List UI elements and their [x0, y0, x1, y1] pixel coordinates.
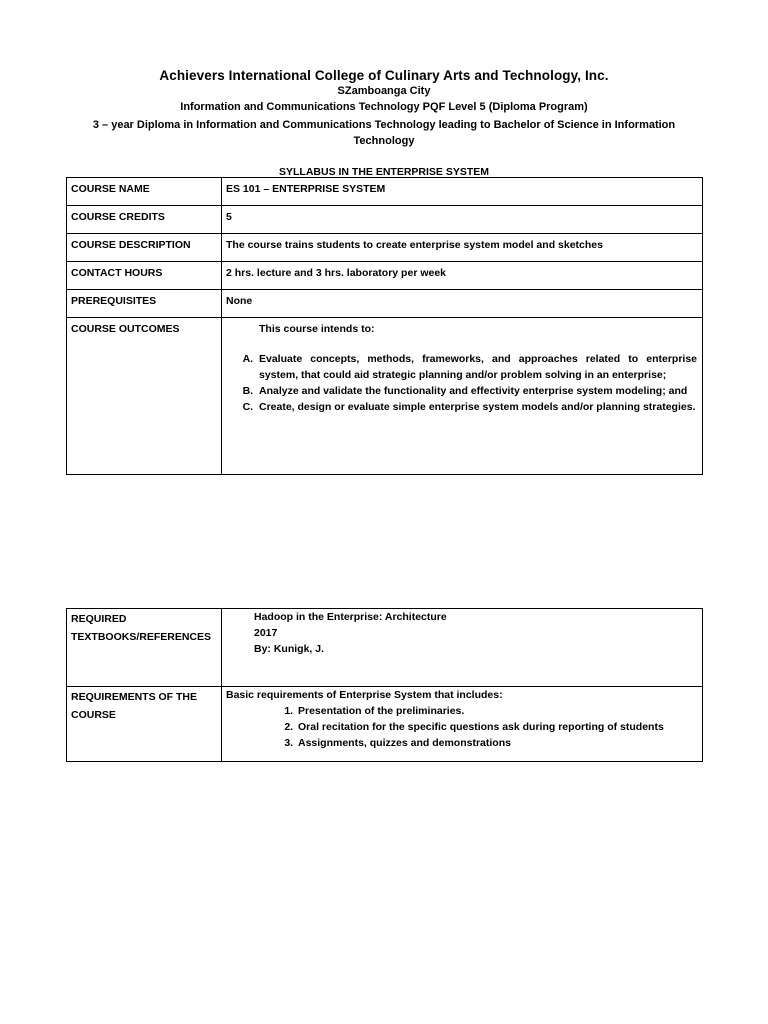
course-outcomes-label: COURSE OUTCOMES: [67, 318, 222, 475]
course-name-label: COURSE NAME: [67, 178, 222, 206]
table-row: [67, 234, 703, 262]
book-title: Hadoop in the Enterprise: Architecture: [254, 611, 447, 623]
program-line: Information and Communications Technology PQF Level 5 (Diploma Program): [180, 101, 588, 113]
requirements-intro: Basic requirements of Enterprise System that includes:: [226, 689, 503, 701]
references-label-line2: TEXTBOOKS/REFERENCES: [71, 631, 212, 643]
course-description-value: The course trains students to create enterprise system model and sketches: [222, 234, 703, 262]
outcome-item: B. Analyze and validate the functionality and effectivity enterprise system modeling; and: [256, 383, 697, 399]
requirements-cell: [222, 687, 703, 762]
document-header: [66, 0, 702, 178]
table-row: [67, 206, 703, 234]
contact-hours-value: 2 hrs. lecture and 3 hrs. laboratory per week: [222, 262, 703, 290]
prerequisites-value: None: [222, 290, 703, 318]
references-label: [67, 609, 222, 687]
city-line: SZamboanga City: [337, 85, 431, 97]
requirements-label-line2: COURSE: [71, 709, 116, 721]
references-label-line1: REQUIRED: [71, 613, 127, 625]
book-year: 2017: [254, 627, 278, 639]
college-name: Achievers International College of Culinary Arts and Technology, Inc.: [159, 68, 609, 83]
references-cell: [222, 609, 703, 687]
requirements-label: [67, 687, 222, 762]
course-outcomes-cell: [222, 318, 703, 475]
outcomes-list: [226, 351, 697, 415]
course-credits-label: COURSE CREDITS: [67, 206, 222, 234]
prerequisites-label: PREREQUISITES: [67, 290, 222, 318]
table-row: [67, 178, 703, 206]
contact-hours-label: CONTACT HOURS: [67, 262, 222, 290]
requirements-label-line1: REQUIREMENTS OF THE: [71, 691, 198, 703]
course-name-value: ES 101 – ENTERPRISE SYSTEM: [222, 178, 703, 206]
requirement-item: 3. Assignments, quizzes and demonstrations: [296, 735, 697, 751]
table-row: [67, 290, 703, 318]
course-credits-value: 5: [222, 206, 703, 234]
table-row: [67, 687, 703, 762]
requirements-list: [226, 703, 697, 751]
outcomes-intro: This course intends to:: [259, 323, 375, 335]
table-row: [67, 609, 703, 687]
outcome-item: A. Evaluate concepts, methods, frameworks, and approaches related to enterprise system, that could aid strategic planning and/or problem solving in an enterprise;: [256, 351, 697, 383]
requirement-item: 2. Oral recitation for the specific questions ask during reporting of students: [296, 719, 697, 735]
course-resources-table: [66, 608, 703, 762]
course-description-label: COURSE DESCRIPTION: [67, 234, 222, 262]
course-info-table: [66, 177, 703, 475]
outcome-item: C. Create, design or evaluate simple enterprise system models and/or planning strategies.: [256, 399, 697, 415]
diploma-line: 3 – year Diploma in Information and Communications Technology leading to Bachelor of Science in Information Technology: [92, 119, 676, 147]
syllabus-title: SYLLABUS IN THE ENTERPRISE SYSTEM: [278, 166, 490, 178]
requirement-item: 1. Presentation of the preliminaries.: [296, 703, 697, 719]
table-row: [67, 318, 703, 475]
book-author: By: Kunigk, J.: [254, 643, 325, 655]
table-row: [67, 262, 703, 290]
